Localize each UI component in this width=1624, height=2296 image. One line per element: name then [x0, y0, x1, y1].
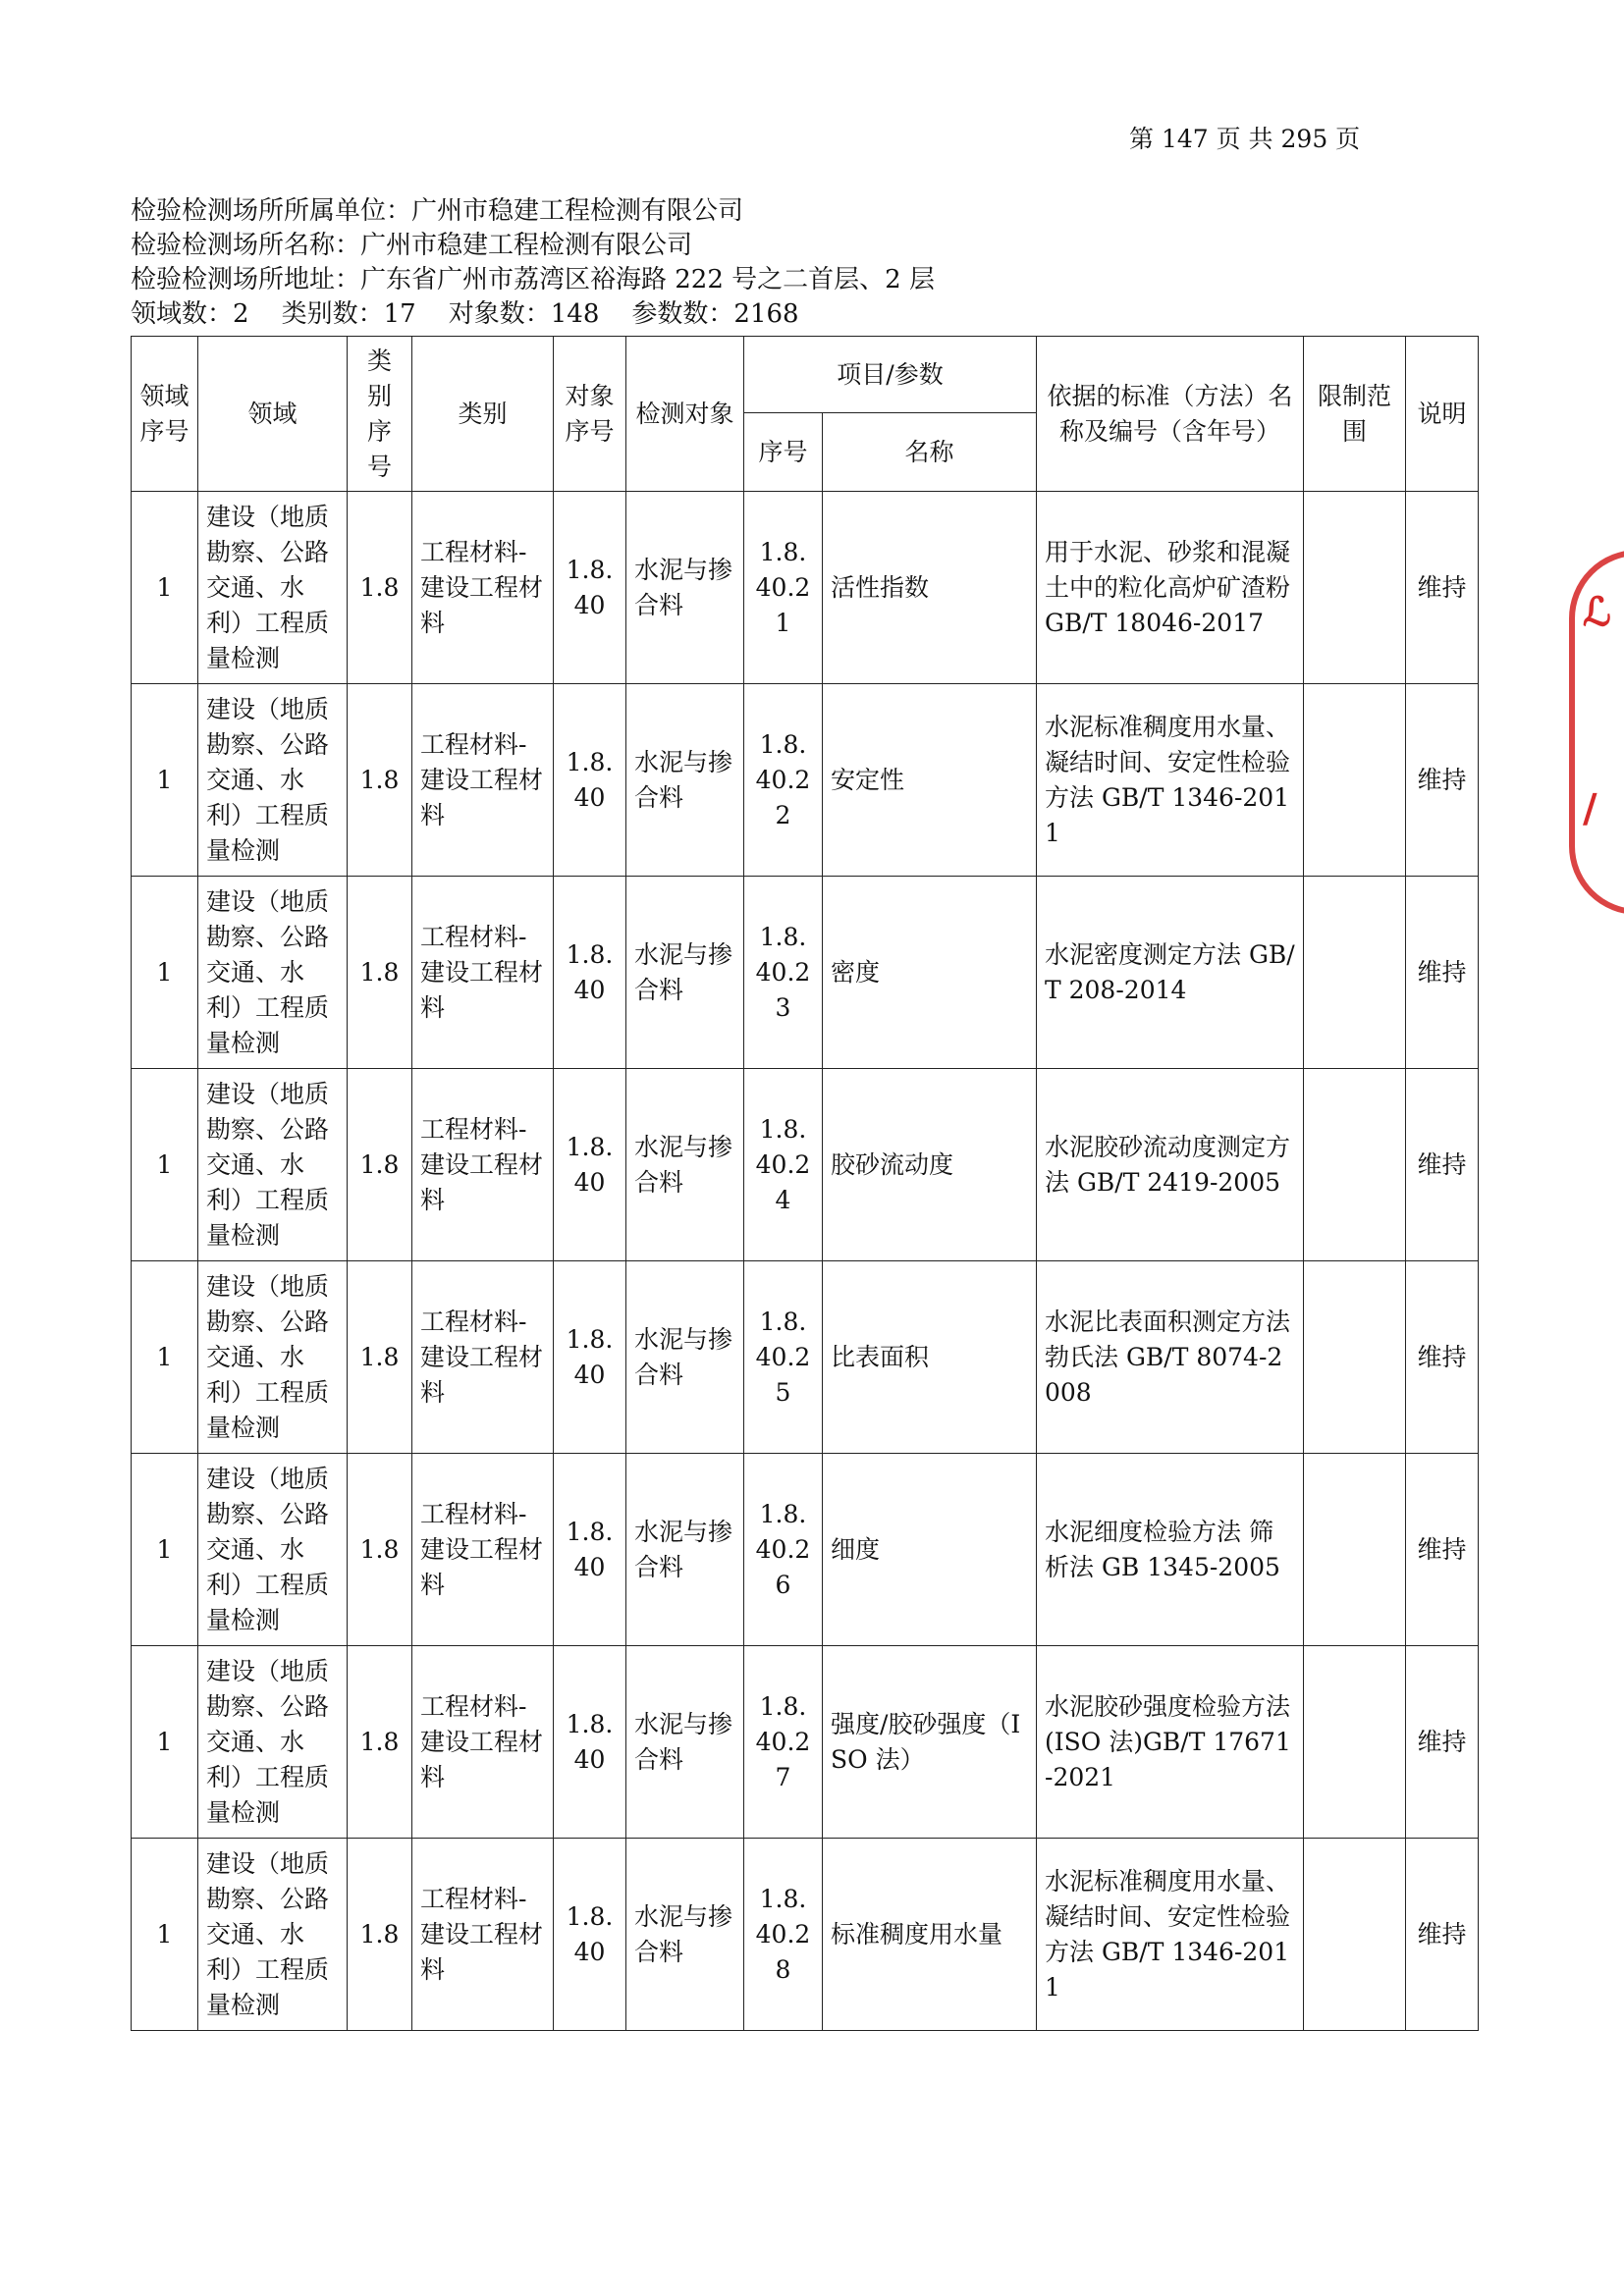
param-name-cell: 标准稠度用水量 [823, 1839, 1037, 2031]
limit-cell [1304, 1454, 1406, 1646]
domain-no-cell: 1 [132, 1839, 198, 2031]
category-no-cell: 1.8 [348, 492, 412, 684]
category-no-cell: 1.8 [348, 877, 412, 1069]
owner-unit-line: 检验检测场所所属单位：广州市稳建工程检测有限公司 [131, 196, 744, 226]
standard-cell: 水泥细度检验方法 筛析法 GB 1345-2005 [1037, 1454, 1304, 1646]
header-domain: 领域 [198, 337, 348, 492]
object-no-cell: 1.8.40 [554, 1839, 626, 2031]
param-name-cell: 胶砂流动度 [823, 1069, 1037, 1261]
standard-cell: 水泥标准稠度用水量、凝结时间、安定性检验方法 GB/T 1346-2011 [1037, 1839, 1304, 2031]
category-no-cell: 1.8 [348, 1646, 412, 1839]
domain-no-cell: 1 [132, 1069, 198, 1261]
domain-cell: 建设（地质勘察、公路交通、水利）工程质量检测 [198, 1069, 348, 1261]
object-cell: 水泥与掺合料 [626, 877, 744, 1069]
object-no-cell: 1.8.40 [554, 1069, 626, 1261]
note-cell: 维持 [1406, 1646, 1479, 1839]
header-param-no: 序号 [744, 413, 823, 492]
page-number: 第 147 页 共 295 页 [1129, 125, 1361, 153]
limit-cell [1304, 684, 1406, 877]
domain-cell: 建设（地质勘察、公路交通、水利）工程质量检测 [198, 492, 348, 684]
domain-cell: 建设（地质勘察、公路交通、水利）工程质量检测 [198, 684, 348, 877]
object-no-cell: 1.8.40 [554, 877, 626, 1069]
param-name-cell: 强度/胶砂强度（ISO 法） [823, 1646, 1037, 1839]
domain-no-cell: 1 [132, 1261, 198, 1454]
object-cell: 水泥与掺合料 [626, 1069, 744, 1261]
header-info [131, 194, 935, 332]
object-no-cell: 1.8.40 [554, 684, 626, 877]
limit-cell [1304, 1069, 1406, 1261]
param-name-cell: 细度 [823, 1454, 1037, 1646]
param-no-cell: 1.8.40.22 [744, 684, 823, 877]
category-cell: 工程材料-建设工程材料 [412, 1069, 554, 1261]
category-cell: 工程材料-建设工程材料 [412, 684, 554, 877]
header-domain-no: 领域序号 [132, 337, 198, 492]
counts-line: 领域数：2 类别数：17 对象数：148 参数数：2168 [131, 299, 799, 329]
table-row [132, 1261, 1479, 1454]
category-cell: 工程材料-建设工程材料 [412, 877, 554, 1069]
table-row [132, 684, 1479, 877]
param-name-cell: 活性指数 [823, 492, 1037, 684]
object-cell: 水泥与掺合料 [626, 1646, 744, 1839]
category-no-cell: 1.8 [348, 684, 412, 877]
category-cell: 工程材料-建设工程材料 [412, 492, 554, 684]
object-cell: 水泥与掺合料 [626, 1454, 744, 1646]
domain-cell: 建设（地质勘察、公路交通、水利）工程质量检测 [198, 1454, 348, 1646]
object-no-cell: 1.8.40 [554, 1454, 626, 1646]
table-row [132, 492, 1479, 684]
site-address-line: 检验检测场所地址：广东省广州市荔湾区裕海路 222 号之二首层、2 层 [131, 265, 935, 294]
header-note: 说明 [1406, 337, 1479, 492]
param-no-cell: 1.8.40.27 [744, 1646, 823, 1839]
domain-no-cell: 1 [132, 684, 198, 877]
param-no-cell: 1.8.40.28 [744, 1839, 823, 2031]
param-name-cell: 安定性 [823, 684, 1037, 877]
category-no-cell: 1.8 [348, 1454, 412, 1646]
param-name-cell: 比表面积 [823, 1261, 1037, 1454]
limit-cell [1304, 877, 1406, 1069]
standard-cell: 水泥比表面积测定方法 勃氏法 GB/T 8074-2008 [1037, 1261, 1304, 1454]
note-cell: 维持 [1406, 684, 1479, 877]
domain-cell: 建设（地质勘察、公路交通、水利）工程质量检测 [198, 1839, 348, 2031]
param-no-cell: 1.8.40.26 [744, 1454, 823, 1646]
table-row [132, 1646, 1479, 1839]
header-category: 类别 [412, 337, 554, 492]
table-row [132, 1839, 1479, 2031]
standard-cell: 水泥胶砂流动度测定方法 GB/T 2419-2005 [1037, 1069, 1304, 1261]
category-no-cell: 1.8 [348, 1069, 412, 1261]
category-cell: 工程材料-建设工程材料 [412, 1454, 554, 1646]
note-cell: 维持 [1406, 1454, 1479, 1646]
domain-cell: 建设（地质勘察、公路交通、水利）工程质量检测 [198, 1646, 348, 1839]
category-cell: 工程材料-建设工程材料 [412, 1646, 554, 1839]
param-no-cell: 1.8.40.25 [744, 1261, 823, 1454]
limit-cell [1304, 1646, 1406, 1839]
domain-no-cell: 1 [132, 1454, 198, 1646]
table-row [132, 1069, 1479, 1261]
domain-cell: 建设（地质勘察、公路交通、水利）工程质量检测 [198, 877, 348, 1069]
site-name-line: 检验检测场所名称：广州市稳建工程检测有限公司 [131, 231, 693, 260]
param-name-cell: 密度 [823, 877, 1037, 1069]
scope-table [131, 336, 1479, 2031]
note-cell: 维持 [1406, 1069, 1479, 1261]
param-no-cell: 1.8.40.21 [744, 492, 823, 684]
note-cell: 维持 [1406, 492, 1479, 684]
object-no-cell: 1.8.40 [554, 1261, 626, 1454]
header-limit: 限制范围 [1304, 337, 1406, 492]
header-item-param: 项目/参数 [744, 337, 1037, 413]
header-object: 检测对象 [626, 337, 744, 492]
header-object-no: 对象序号 [554, 337, 626, 492]
domain-no-cell: 1 [132, 1646, 198, 1839]
standard-cell: 水泥标准稠度用水量、凝结时间、安定性检验方法 GB/T 1346-2011 [1037, 684, 1304, 877]
note-cell: 维持 [1406, 877, 1479, 1069]
object-no-cell: 1.8.40 [554, 1646, 626, 1839]
param-no-cell: 1.8.40.24 [744, 1069, 823, 1261]
standard-cell: 水泥胶砂强度检验方法(ISO 法)GB/T 17671-2021 [1037, 1646, 1304, 1839]
standard-cell: 水泥密度测定方法 GB/T 208-2014 [1037, 877, 1304, 1069]
category-no-cell: 1.8 [348, 1839, 412, 2031]
param-no-cell: 1.8.40.23 [744, 877, 823, 1069]
note-cell: 维持 [1406, 1261, 1479, 1454]
seal-mark-2: ∕ [1583, 785, 1597, 831]
category-cell: 工程材料-建设工程材料 [412, 1261, 554, 1454]
category-no-cell: 1.8 [348, 1261, 412, 1454]
limit-cell [1304, 1839, 1406, 2031]
domain-no-cell: 1 [132, 492, 198, 684]
object-cell: 水泥与掺合料 [626, 684, 744, 877]
object-no-cell: 1.8.40 [554, 492, 626, 684]
domain-cell: 建设（地质勘察、公路交通、水利）工程质量检测 [198, 1261, 348, 1454]
seal-mark-1: ℒ [1583, 589, 1611, 635]
object-cell: 水泥与掺合料 [626, 1839, 744, 2031]
limit-cell [1304, 492, 1406, 684]
limit-cell [1304, 1261, 1406, 1454]
domain-no-cell: 1 [132, 877, 198, 1069]
standard-cell: 用于水泥、砂浆和混凝土中的粒化高炉矿渣粉 GB/T 18046-2017 [1037, 492, 1304, 684]
header-standard: 依据的标准（方法）名称及编号（含年号） [1037, 337, 1304, 492]
header-param-name: 名称 [823, 413, 1037, 492]
header-category-no: 类别序号 [348, 337, 412, 492]
category-cell: 工程材料-建设工程材料 [412, 1839, 554, 2031]
note-cell: 维持 [1406, 1839, 1479, 2031]
object-cell: 水泥与掺合料 [626, 492, 744, 684]
table-row [132, 877, 1479, 1069]
table-row [132, 1454, 1479, 1646]
object-cell: 水泥与掺合料 [626, 1261, 744, 1454]
